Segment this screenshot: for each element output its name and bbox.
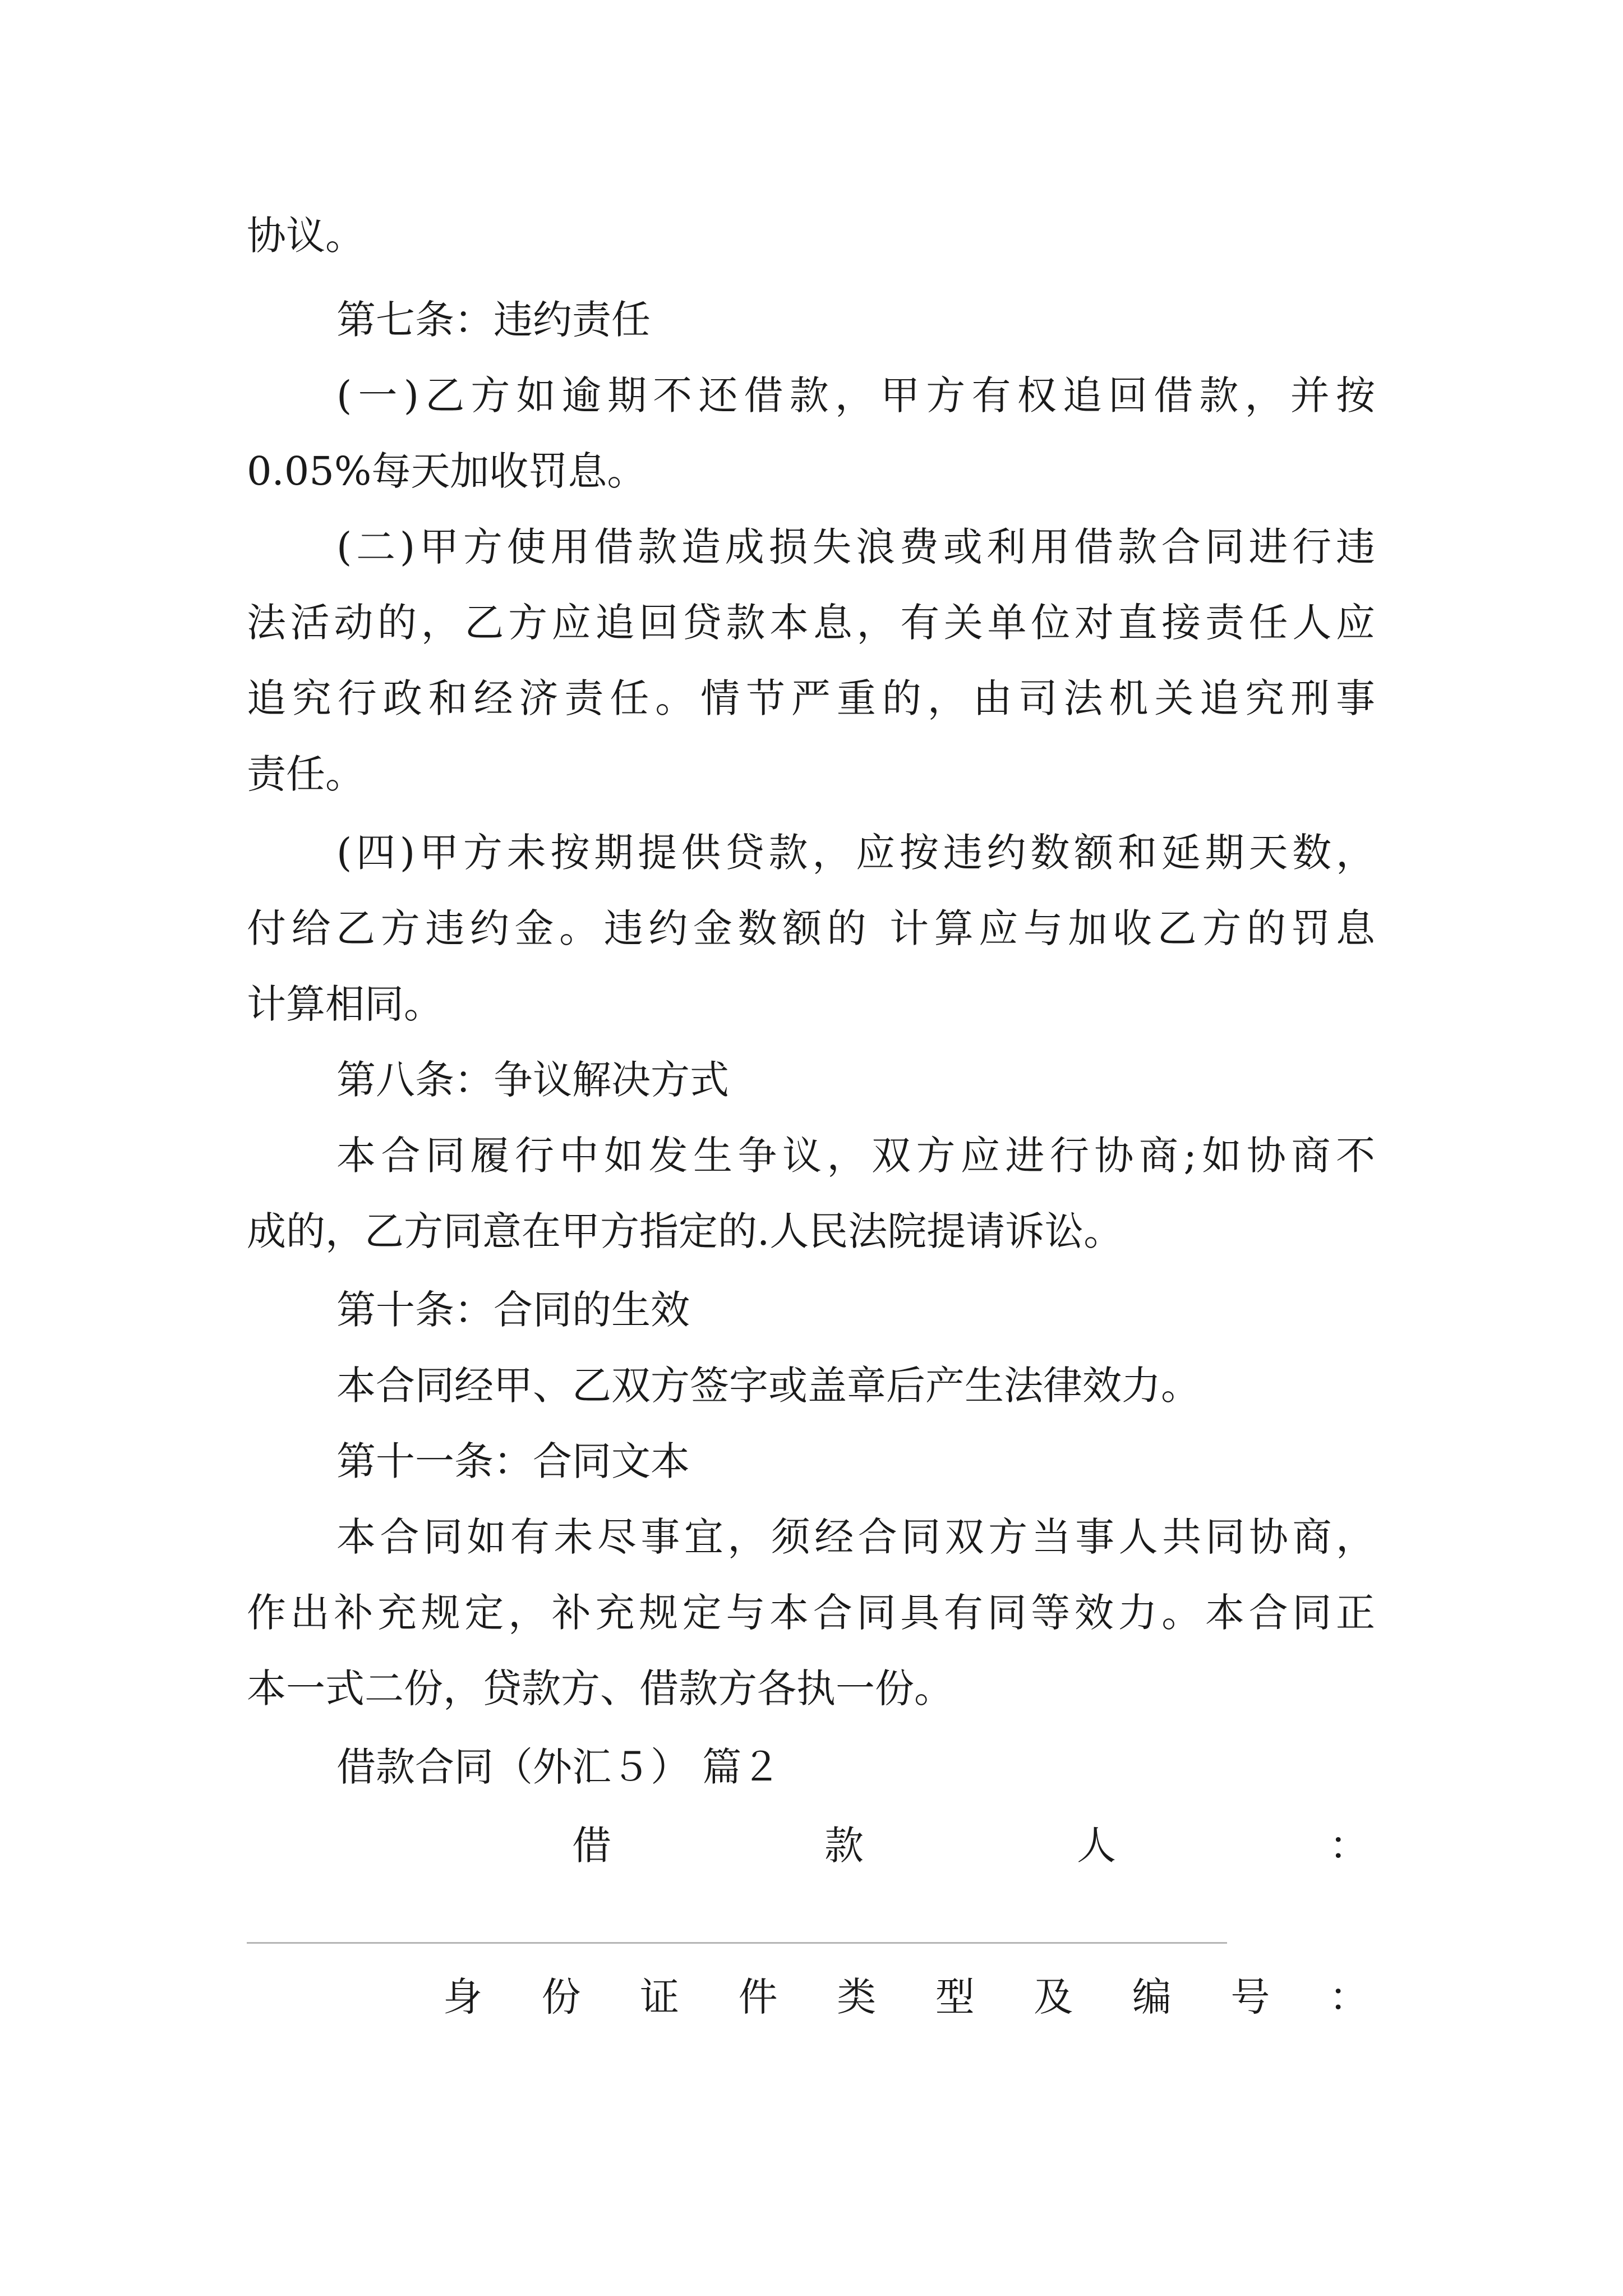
- text-line: 责任。: [247, 751, 365, 797]
- text-line: 本合同履行中如发生争议，双方应进行协商;如协商不: [336, 1133, 1375, 1179]
- label-char: 编: [1132, 1974, 1172, 2020]
- label-char: 借: [572, 1823, 611, 1869]
- label-char: ：: [1329, 1823, 1368, 1869]
- label-char: 份: [541, 1974, 581, 2020]
- fill-in-line: [247, 1942, 1227, 1944]
- label-char: ：: [1329, 1974, 1368, 2020]
- label-char: 号: [1230, 1974, 1270, 2020]
- text-line: 计算相同。: [247, 981, 443, 1027]
- label-char: 身: [443, 1974, 482, 2020]
- text-line: 0.05%每天加收罚息。: [247, 448, 647, 494]
- label-char: 型: [935, 1974, 975, 2020]
- label-char: 款: [824, 1823, 864, 1869]
- text-line: 作出补充规定，补充规定与本合同具有同等效力。本合同正: [247, 1590, 1375, 1636]
- text-line: 付给乙方违约金。违约金数额的 计算应与加收乙方的罚息: [247, 905, 1375, 951]
- id-type-number-label: [443, 1969, 1368, 2025]
- label-char: 件: [738, 1974, 778, 2020]
- text-line: 本合同经甲、乙双方签字或盖章后产生法律效力。: [336, 1363, 1200, 1409]
- text-line: (四)甲方未按期提供贷款，应按违约数额和延期天数，: [336, 830, 1375, 876]
- section-heading: 第七条：违约责任: [336, 297, 651, 343]
- text-line: (一)乙方如逾期不还借款，甲方有权追回借款，并按: [336, 372, 1375, 418]
- label-char: 证: [640, 1974, 680, 2020]
- text-line: 本一式二份，贷款方、借款方各执一份。: [247, 1665, 953, 1711]
- section-heading: 第十一条：合同文本: [336, 1438, 690, 1484]
- text-line: (二)甲方使用借款造成损失浪费或利用借款合同进行违: [336, 524, 1375, 570]
- text-line: 追究行政和经济责任。情节严重的，由司法机关追究刑事: [247, 675, 1375, 721]
- section-heading: 第八条：争议解决方式: [336, 1057, 729, 1103]
- label-char: 及: [1034, 1974, 1073, 2020]
- text-line: 法活动的，乙方应追回贷款本息，有关单位对直接责任人应: [247, 600, 1375, 646]
- section-heading: 借款合同（外汇５） 篇２: [336, 1744, 781, 1790]
- label-char: 人: [1077, 1823, 1116, 1869]
- text-line: 本合同如有未尽事宜，须经合同双方当事人共同协商，: [336, 1514, 1375, 1560]
- label-char: 类: [837, 1974, 877, 2020]
- text-line: 成的，乙方同意在甲方指定的.人民法院提请诉讼。: [247, 1208, 1123, 1254]
- text-line: 协议。: [247, 213, 365, 259]
- section-heading: 第十条：合同的生效: [336, 1287, 690, 1333]
- borrower-label: [572, 1818, 1368, 1874]
